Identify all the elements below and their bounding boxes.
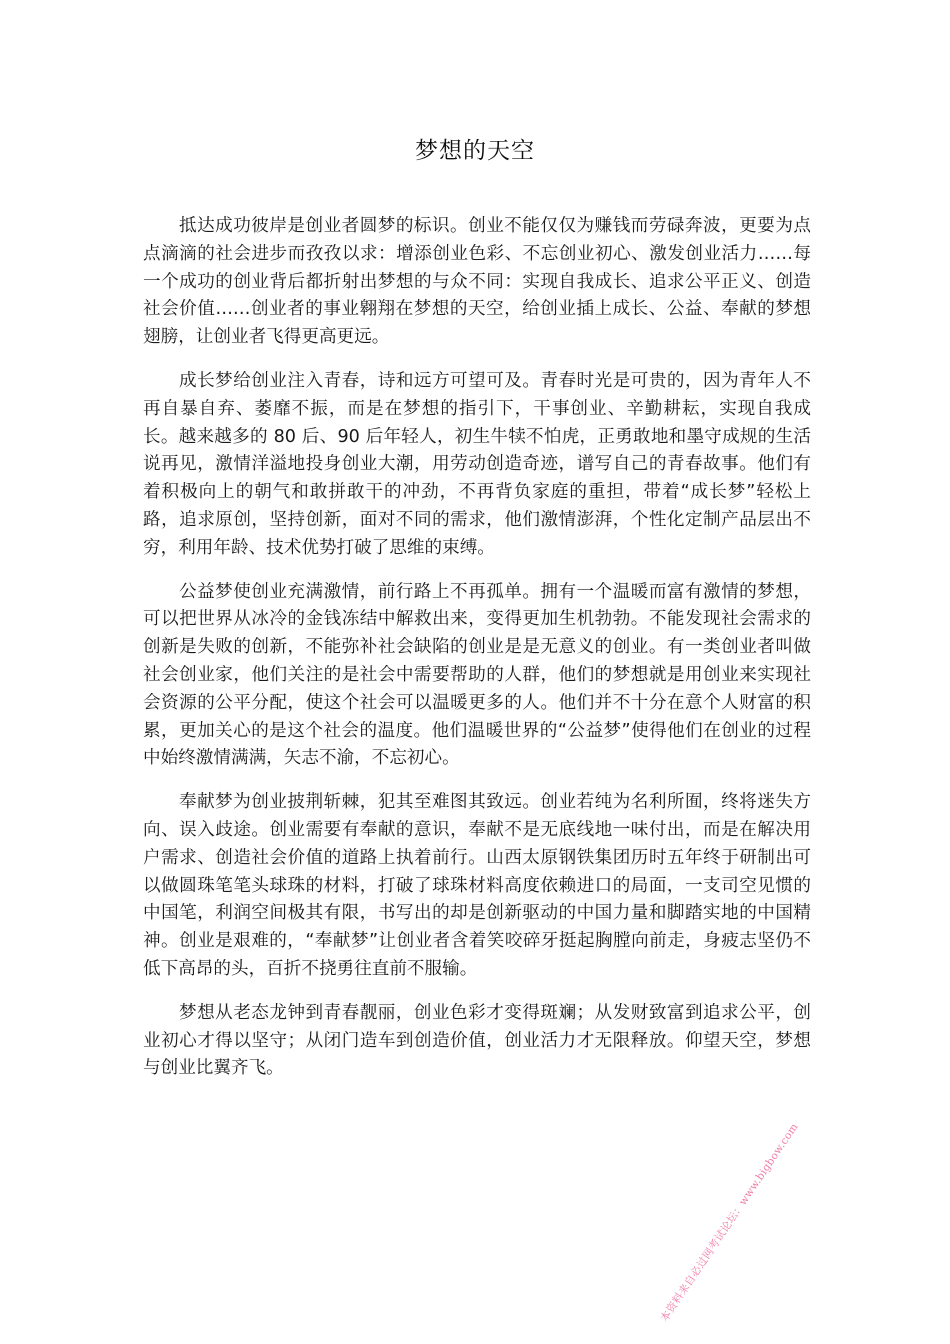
article-body xyxy=(143,213,811,1099)
watermark-text: 本资料来自必过网考试论坛：www.bigbow.com xyxy=(658,1121,801,1325)
paragraph-growth-dream: 成长梦给创业注入青春，诗和远方可望可及。青春时光是可贵的，因为青年人不再自暴自弃、萎靡不振，而是在梦想的指引下，干事创业、辛勤耕耘，实现自我成长。越来越多的 80 后、90 后年轻人，初生牛犊不怕虎，正勇敢地和墨守成规的生活说再见，激情洋溢地投身创业大潮，用劳动创造奇迹，谱写自己的青春故事。他们有着积极向上的朝气和敢拼敢干的冲劲，不再背负家庭的重担，带着“成长梦”轻松上路，追求原创，坚持创新，面对不同的需求，他们激情澎湃，个性化定制产品层出不穷，利用年龄、技术优势打破了思维的束缚。 xyxy=(143,370,811,558)
paragraph-intro: 抵达成功彼岸是创业者圆梦的标识。创业不能仅仅为赚钱而劳碌奔波，更要为点点滴滴的社会进步而孜孜以求：增添创业色彩、不忘创业初心、激发创业活力……每一个成功的创业背后都折射出梦想的与众不同：实现自我成长、追求公平正义、创造社会价值……创业者的事业翱翔在梦想的天空，给创业插上成长、公益、奉献的梦想翅膀，让创业者飞得更高更远。 xyxy=(143,216,811,348)
paragraph-dedication-dream: 奉献梦为创业披荆斩棘，犯其至难图其致远。创业若纯为名利所囿，终将迷失方向、误入歧途。创业需要有奉献的意识，奉献不是无底线地一味付出，而是在解决用户需求、创造社会价值的道路上执着前行。山西太原钢铁集团历时五年终于研制出可以做圆珠笔笔头球珠的材料，打破了球珠材料高度依赖进口的局面，一支司空见惯的中国笔，利润空间极其有限，书写出的却是创新驱动的中国力量和脚踏实地的中国精神。创业是艰难的，“奉献梦”让创业者含着笑咬碎牙挺起胸膛向前走，身疲志坚仍不低下高昂的头，百折不挠勇往直前不服输。 xyxy=(143,792,811,979)
paragraph-conclusion: 梦想从老态龙钟到青春靓丽，创业色彩才变得斑斓；从发财致富到追求公平，创业初心才得以坚守；从闭门造车到创造价值，创业活力才无限释放。仰望天空，梦想与创业比翼齐飞。 xyxy=(143,1002,811,1079)
paragraph-public-welfare-dream: 公益梦使创业充满激情，前行路上不再孤单。拥有一个温暖而富有激情的梦想，可以把世界从冰冷的金钱冻结中解救出来，变得更加生机勃勃。不能发现社会需求的创新是失败的创新，不能弥补社会缺陷的创业是是无意义的创业。有一类创业者叫做社会创业家，他们关注的是社会中需要帮助的人群，他们的梦想就是用创业来实现社会资源的公平分配，使这个社会可以温暖更多的人。他们并不十分在意个人财富的积累，更加关心的是这个社会的温度。他们温暖世界的“公益梦”使得他们在创业的过程中始终激情满满，矢志不渝，不忘初心。 xyxy=(143,581,811,769)
page-title: 梦想的天空 xyxy=(415,138,535,164)
